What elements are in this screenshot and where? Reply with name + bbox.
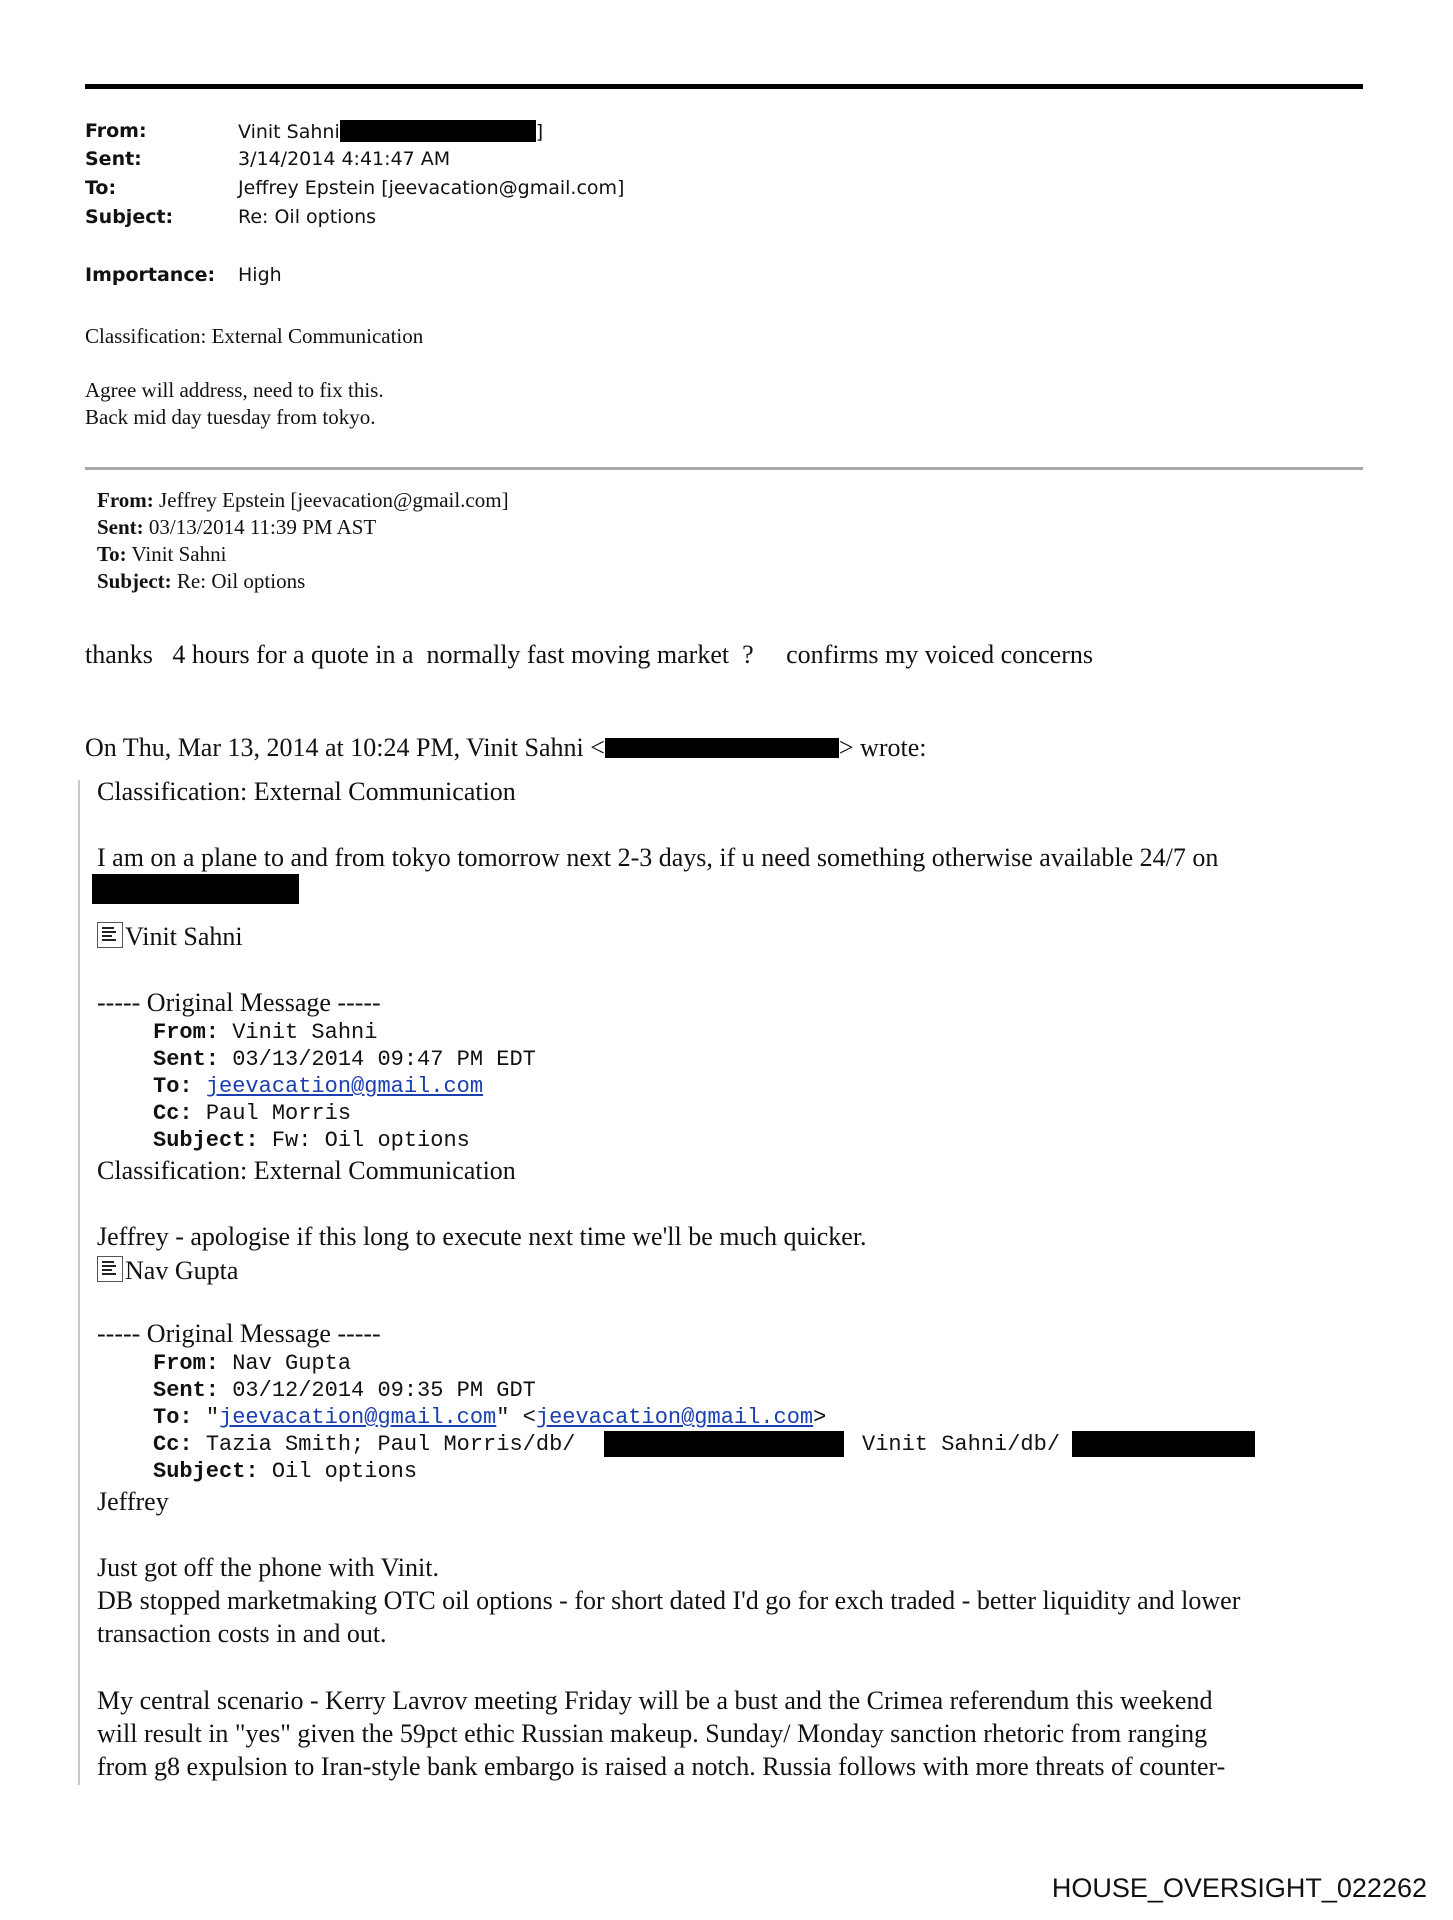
reply-sent-label: Sent:	[97, 515, 144, 539]
quote-intro-prefix: On Thu, Mar 13, 2014 at 10:24 PM, Vinit Sahni <	[85, 733, 605, 762]
orig2-sent	[153, 1378, 536, 1403]
classification-quoted-2: Classification: External Communication	[97, 1156, 516, 1185]
email-link[interactable]: jeevacation@gmail.com	[219, 1405, 497, 1430]
reply-body: thanks 4 hours for a quote in a normally fast moving market ? confirms my voiced concerns	[85, 640, 1093, 669]
classification-quoted: Classification: External Communication	[97, 777, 516, 806]
body-line: Agree will address, need to fix this.	[85, 378, 384, 402]
quote-mark: "	[205, 1405, 220, 1430]
original-message-title: ----- Original Message -----	[97, 1319, 381, 1348]
orig1-sent-label: Sent:	[153, 1047, 220, 1072]
quote-bar	[78, 780, 80, 1785]
signature-image-icon	[97, 1256, 123, 1282]
signature-image-icon	[97, 922, 123, 948]
body-line: Back mid day tuesday from tokyo.	[85, 405, 376, 429]
email-link[interactable]: jeevacation@gmail.com	[205, 1074, 484, 1099]
orig1-subject-value: Fw: Oil options	[271, 1128, 470, 1153]
orig1-from	[153, 1020, 377, 1045]
quote-mark: " <	[496, 1405, 536, 1430]
reply-to-label: To:	[97, 542, 127, 566]
orig1-to-label: To:	[153, 1074, 193, 1099]
orig2-sent-label: Sent:	[153, 1378, 220, 1403]
paragraph-line: transaction costs in and out.	[97, 1619, 387, 1648]
to-value: Jeffrey Epstein [jeevacation@gmail.com]	[238, 177, 625, 199]
orig2-cc-part2: Vinit Sahni/db/	[862, 1432, 1061, 1457]
to-label: To:	[85, 177, 117, 199]
reply-subject-label: Subject:	[97, 569, 172, 593]
orig1-cc-label: Cc:	[153, 1101, 193, 1126]
orig2-cc-label: Cc:	[153, 1432, 193, 1457]
sent-value: 3/14/2014 4:41:47 AM	[238, 148, 451, 170]
quoted-line: I am on a plane to and from tokyo tomorrow next 2-3 days, if u need something otherwise available 24/7 on	[97, 843, 1219, 872]
reply-to	[97, 542, 226, 567]
apology-line: Jeffrey - apologise if this long to execute next time we'll be much quicker.	[97, 1222, 867, 1251]
reply-from-value: Jeffrey Epstein [jeevacation@gmail.com]	[159, 488, 509, 512]
redaction	[604, 1431, 844, 1457]
orig1-sent-value: 03/13/2014 09:47 PM EDT	[232, 1047, 536, 1072]
from-bracket: ]	[535, 121, 544, 143]
reply-from-label: From:	[97, 488, 154, 512]
orig1-to	[153, 1074, 483, 1099]
orig1-sent	[153, 1047, 536, 1072]
redaction	[92, 874, 299, 904]
signature-name: Vinit Sahni	[125, 922, 243, 951]
importance-value: High	[238, 264, 282, 286]
sent-label: Sent:	[85, 148, 142, 170]
reply-to-value: Vinit Sahni	[131, 542, 227, 566]
quote-intro	[85, 733, 926, 763]
orig2-to	[153, 1405, 826, 1430]
paragraph-line: will result in "yes" given the 59pct ethic Russian makeup. Sunday/ Monday sanction rhetoric from ranging	[97, 1719, 1208, 1748]
reply-subject-value: Re: Oil options	[176, 569, 306, 593]
redaction	[1072, 1431, 1255, 1457]
paragraph-line: Just got off the phone with Vinit.	[97, 1553, 439, 1582]
orig2-subject	[153, 1459, 417, 1484]
classification-top: Classification: External Communication	[85, 324, 424, 348]
orig2-sent-value: 03/12/2014 09:35 PM GDT	[232, 1378, 536, 1403]
subject-label: Subject:	[85, 206, 174, 228]
email-link[interactable]: jeevacation@gmail.com	[535, 1405, 814, 1430]
orig1-from-label: From:	[153, 1020, 220, 1045]
reply-sent	[97, 515, 376, 540]
importance-label: Importance:	[85, 264, 216, 286]
orig2-subject-label: Subject:	[153, 1459, 259, 1484]
paragraph-line: from g8 expulsion to Iran-style bank embargo is raised a notch. Russia follows with more threats of counter-	[97, 1752, 1226, 1781]
original-message-title: ----- Original Message -----	[97, 988, 381, 1017]
orig2-subject-value: Oil options	[271, 1459, 418, 1484]
from-name: Vinit Sahni	[238, 121, 340, 143]
reply-subject	[97, 569, 305, 594]
signature-nav	[97, 1256, 238, 1286]
orig2-from-label: From:	[153, 1351, 220, 1376]
signature-name: Nav Gupta	[125, 1256, 239, 1285]
quote-intro-suffix: > wrote:	[838, 733, 927, 762]
orig1-cc	[153, 1101, 351, 1126]
subject-value: Re: Oil options	[238, 206, 377, 228]
divider	[85, 467, 1363, 470]
orig2-cc-part1: Tazia Smith; Paul Morris/db/	[205, 1432, 576, 1457]
greeting: Jeffrey	[97, 1487, 169, 1516]
paragraph-line: My central scenario - Kerry Lavrov meeting Friday will be a bust and the Crimea referendum this weekend	[97, 1686, 1213, 1715]
orig1-cc-value: Paul Morris	[205, 1101, 352, 1126]
orig1-subject-label: Subject:	[153, 1128, 259, 1153]
redaction	[340, 120, 536, 142]
orig1-from-value: Vinit Sahni	[232, 1020, 378, 1045]
from-value	[238, 120, 543, 143]
paragraph-line: DB stopped marketmaking OTC oil options - for short dated I'd go for exch traded - better liquidity and lower	[97, 1586, 1241, 1615]
reply-from	[97, 488, 509, 513]
redaction	[605, 738, 839, 758]
from-label: From:	[85, 120, 147, 142]
top-rule	[85, 84, 1363, 89]
orig2-from-value: Nav Gupta	[232, 1351, 352, 1376]
reply-sent-value: 03/13/2014 11:39 PM AST	[148, 515, 377, 539]
bates-number: HOUSE_OVERSIGHT_022262	[1051, 1873, 1427, 1903]
orig2-to-label: To:	[153, 1405, 193, 1430]
angle-bracket: >	[813, 1405, 827, 1430]
orig2-cc	[153, 1432, 575, 1457]
signature-vinit	[97, 922, 243, 952]
orig1-subject	[153, 1128, 470, 1153]
orig2-from	[153, 1351, 351, 1376]
